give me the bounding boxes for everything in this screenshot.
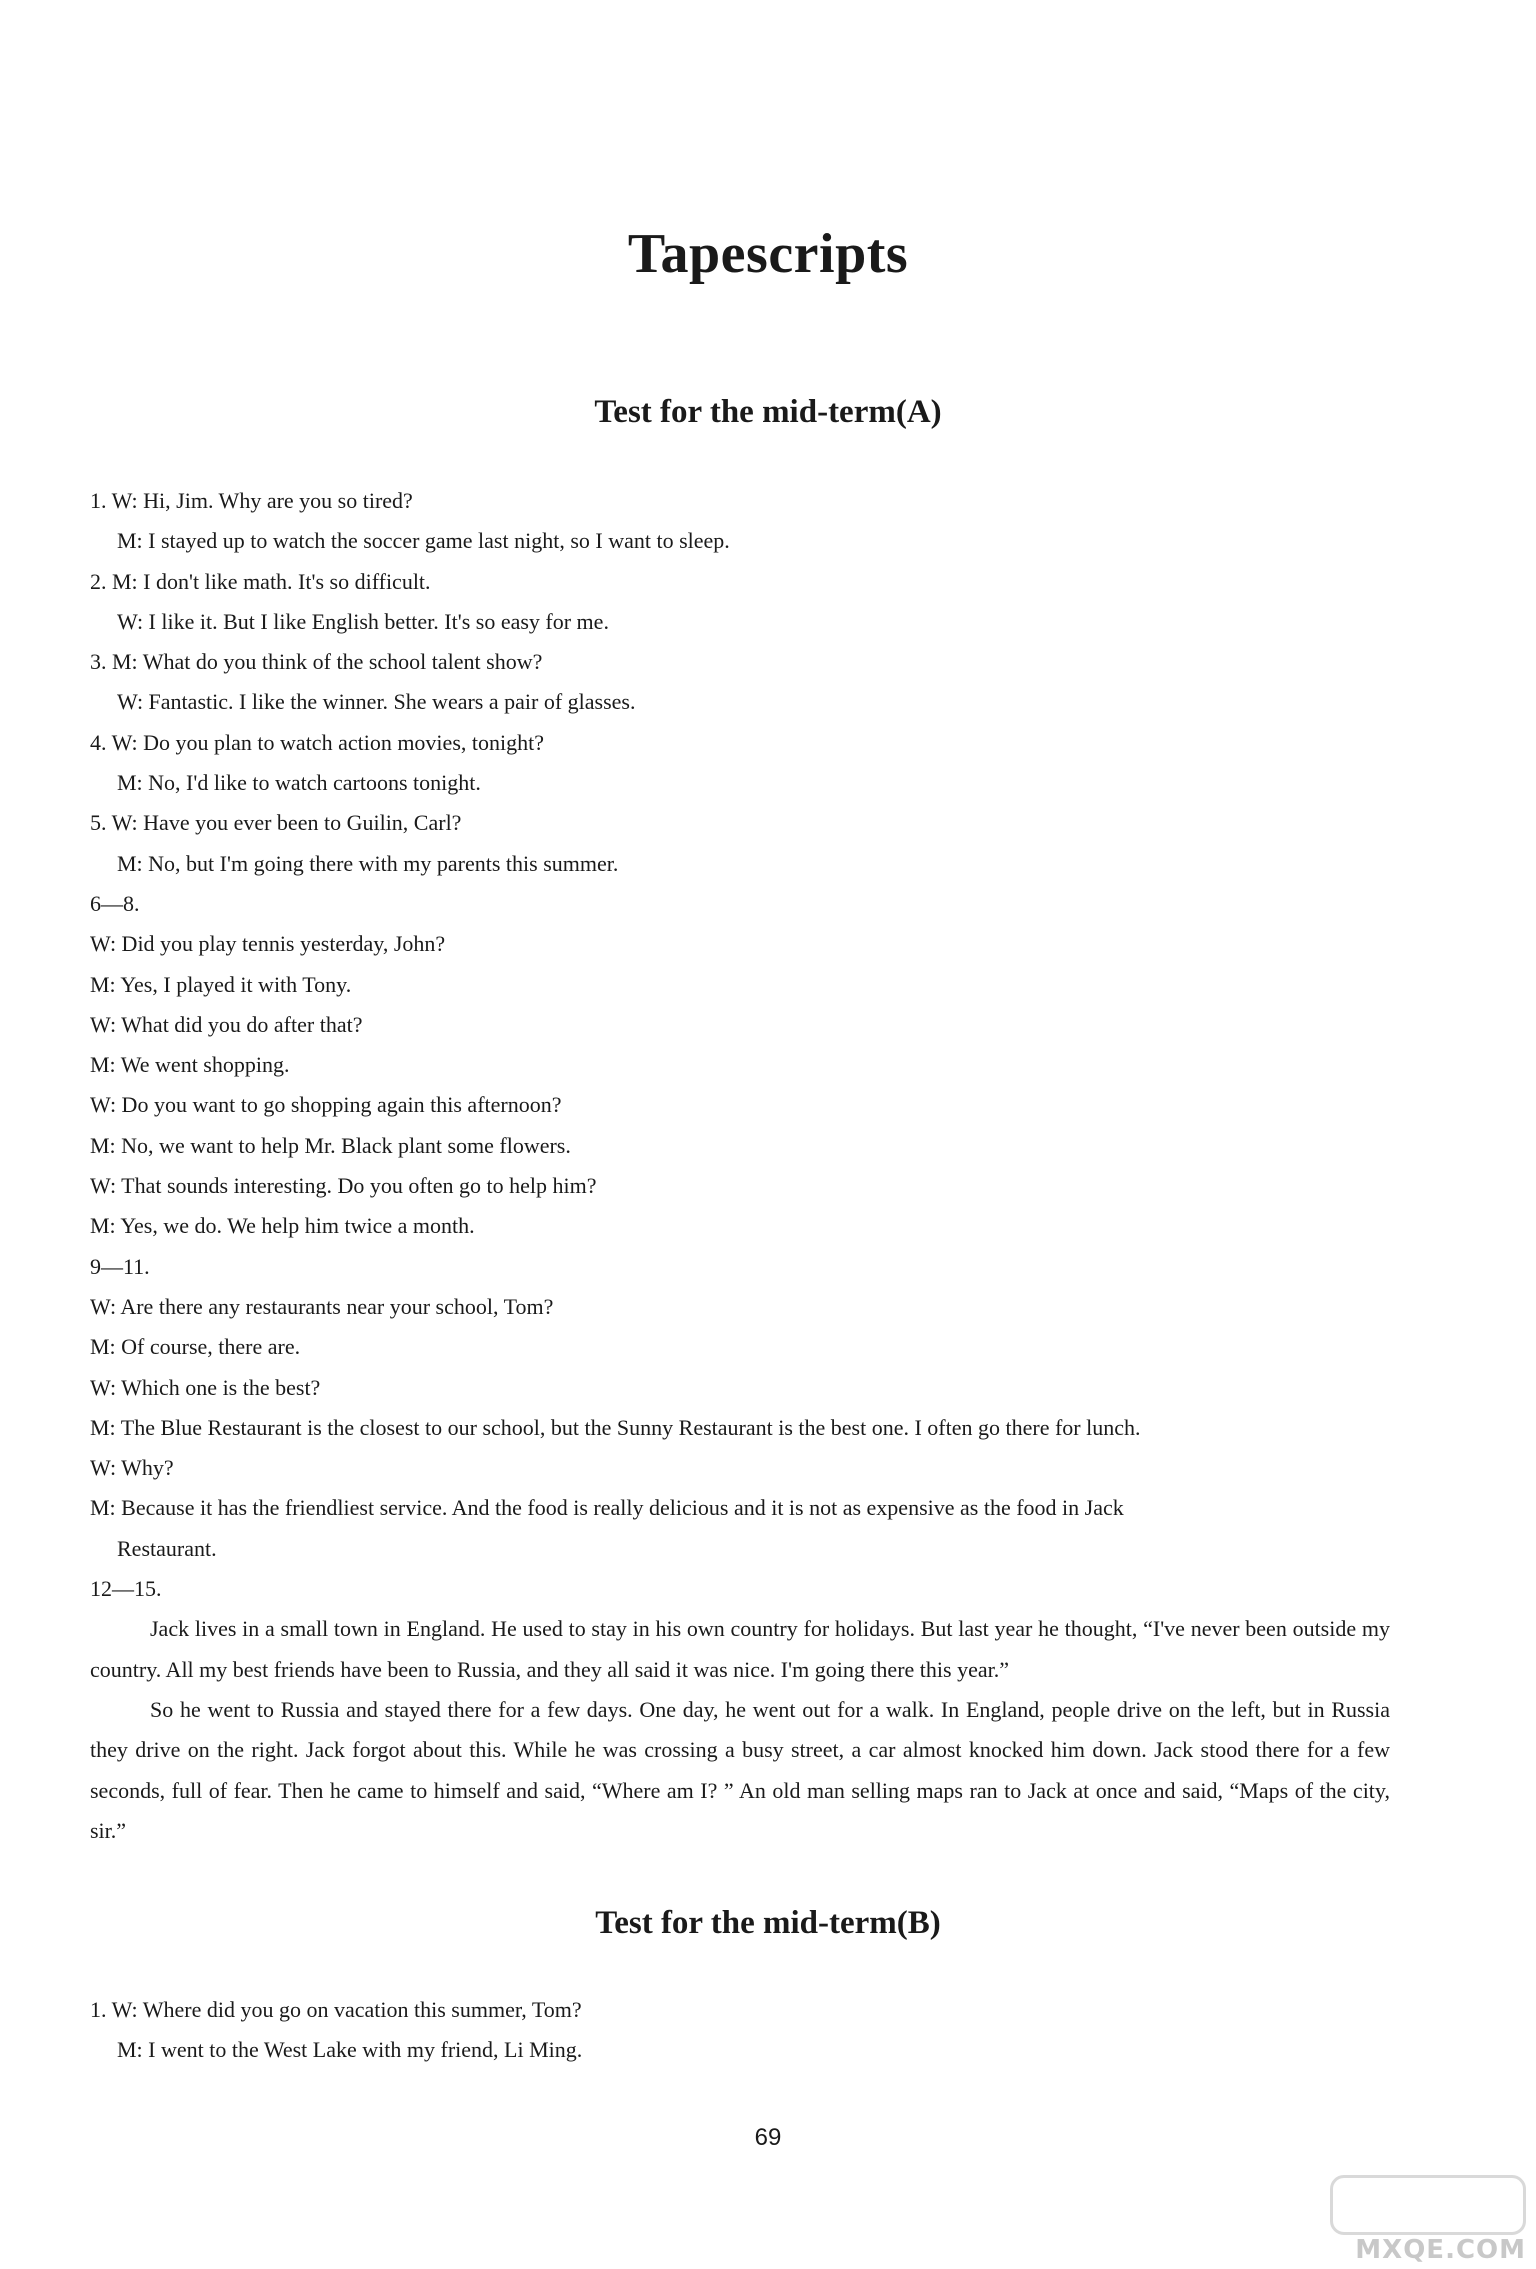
watermark-logo-icon [1330,2175,1526,2235]
dialogue-line: M: I stayed up to watch the soccer game last night, so I want to sleep. [117,528,730,554]
question-range-label: 9—11. [90,1253,150,1279]
dialogue-line: W: Fantastic. I like the winner. She wears a pair of glasses. [117,689,636,715]
dialogue-line: M: No, we want to help Mr. Black plant some flowers. [90,1132,571,1158]
dialogue-line: 5. W: Have you ever been to Guilin, Carl? [90,810,462,836]
dialogue-line: W: Which one is the best? [90,1374,321,1400]
dialogue-line: 2. M: I don't like math. It's so difficult. [90,568,431,594]
dialogue-line: Restaurant. [117,1535,217,1561]
section-a-body [90,481,1390,1851]
dialogue-line: W: That sounds interesting. Do you often go to help him? [90,1173,597,1199]
dialogue-line: M: I went to the West Lake with my friend, Li Ming. [117,2037,583,2063]
section-heading-b: Test for the mid-term(B) [595,1905,941,1941]
dialogue-line: M: Of course, there are. [90,1334,301,1360]
page-number: 69 [754,2124,782,2151]
question-range-label: 6—8. [90,890,140,916]
dialogue-line: M: We went shopping. [90,1052,290,1078]
dialogue-line: 1. W: Hi, Jim. Why are you so tired? [90,488,413,513]
dialogue-line: W: Do you want to go shopping again this afternoon? [90,1092,562,1118]
passage-paragraph: So he went to Russia and stayed there for a few days. One day, he went out for a walk. In England, people drive on the left, but in Russia they drive on the right. Jack forgot about this. While he was crossing a busy street, a car almost knocked him down. Jack stood there for a few seconds, full of fear. Then he came to himself and said, “Where am I? ” An old man selling maps ran to Jack at once and said, “Maps of the city, sir.” [90,1696,1390,1843]
watermark [1326,2175,1526,2265]
dialogue-line: M: No, I'd like to watch cartoons tonight. [117,770,481,796]
dialogue-line: 3. M: What do you think of the school talent show? [90,649,543,675]
question-range-label: 12—15. [90,1576,162,1602]
dialogue-line: M: Because it has the friendliest service. And the food is really delicious and it is not as expensive as the food in Jack [90,1495,1124,1521]
section-b-body [90,1990,1390,2071]
passage-paragraph: Jack lives in a small town in England. He used to stay in his own country for holidays. But last year he thought, “I've never been outside my country. All my best friends have been to Russia, and they all said it was nice. I'm going there this year.” [90,1616,1390,1682]
dialogue-line: M: Yes, we do. We help him twice a month. [90,1213,475,1239]
dialogue-line: 1. W: Where did you go on vacation this summer, Tom? [90,1997,582,2022]
dialogue-line: 4. W: Do you plan to watch action movies, tonight? [90,729,544,755]
page-title: Tapescripts [627,223,909,285]
watermark-text: MXQE.COM [1355,2235,1526,2265]
dialogue-line: M: The Blue Restaurant is the closest to our school, but the Sunny Restaurant is the best one. I often go there for lunch. [90,1414,1141,1440]
dialogue-line: W: Why? [90,1455,174,1481]
dialogue-line: W: What did you do after that? [90,1011,363,1037]
dialogue-line: M: No, but I'm going there with my parents this summer. [117,850,619,876]
dialogue-line: W: Did you play tennis yesterday, John? [90,931,446,957]
dialogue-line: W: Are there any restaurants near your school, Tom? [90,1293,554,1319]
dialogue-line: W: I like it. But I like English better. It's so easy for me. [117,608,609,634]
dialogue-line: M: Yes, I played it with Tony. [90,971,352,997]
section-heading-a: Test for the mid-term(A) [594,394,942,430]
